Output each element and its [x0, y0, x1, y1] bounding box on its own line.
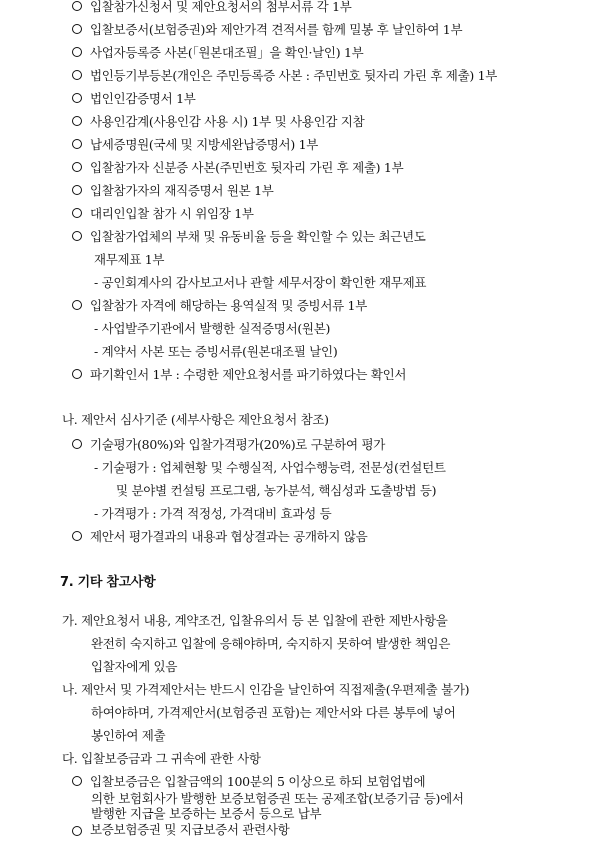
paragraph-line: 다. 입찰보증금과 그 귀속에 관한 사항 — [62, 751, 261, 766]
bullet-icon — [72, 93, 82, 103]
list-item: 제안서 평가결과의 내용과 협상결과는 공개하지 않음 — [90, 529, 368, 544]
list-item: 납세증명원(국세 및 지방세완납증명서) 1부 — [90, 137, 319, 152]
list-item: 입찰참가자 신분증 사본(주민번호 뒷자리 가린 후 제출) 1부 — [90, 160, 404, 175]
list-item-continuation: 발행한 지급을 보증하는 보증서 등으로 납부 — [91, 806, 322, 821]
list-item: 법인등기부등본(개인은 주민등록증 사본 : 주민번호 뒷자리 가린 후 제출) 1부 — [90, 68, 498, 83]
section-title: 나. 제안서 심사기준 (세부사항은 제안요청서 참조) — [62, 412, 329, 427]
list-item: 입찰보증서(보험증권)와 제안가격 견적서를 함께 밀봉 후 날인하여 1부 — [90, 22, 463, 37]
bullet-icon — [72, 116, 82, 126]
bullet-icon — [72, 776, 82, 786]
list-item: 보증보험증권 및 지급보증서 관련사항 — [90, 822, 290, 837]
paragraph-line: 입찰자에게 있음 — [91, 659, 178, 674]
list-item: 파기확인서 1부 : 수령한 제안요청서를 파기하였다는 확인서 — [90, 367, 407, 382]
sub-item: - 사업발주기관에서 발행한 실적증명서(원본) — [94, 321, 331, 336]
bullet-icon — [72, 139, 82, 149]
bullet-icon — [72, 231, 82, 241]
paragraph-line: 완전히 숙지하고 입찰에 응해야하며, 숙지하지 못하여 발생한 책임은 — [91, 636, 451, 651]
paragraph-line: 가. 제안요청서 내용, 계약조건, 입찰유의서 등 본 입찰에 관한 제반사항을 — [62, 613, 448, 628]
sub-item: - 가격평가 : 가격 적정성, 가격대비 효과성 등 — [94, 506, 332, 521]
bullet-icon — [72, 531, 82, 541]
list-item: 대리인입찰 참가 시 위임장 1부 — [90, 206, 254, 221]
bullet-icon — [72, 185, 82, 195]
paragraph-line: 하여야하며, 가격제안서(보험증권 포함)는 제안서와 다른 봉투에 넣어 — [91, 705, 456, 720]
list-item: 사업자등록증 사본(「원본대조필」을 확인·날인) 1부 — [90, 45, 364, 60]
bullet-icon — [72, 208, 82, 218]
list-item: 기술평가(80%)와 입찰가격평가(20%)로 구분하여 평가 — [90, 437, 386, 452]
list-item: 법인인감증명서 1부 — [90, 91, 196, 106]
sub-item-continuation: 및 분야별 컨설팅 프로그램, 농가분석, 핵심성과 도출방법 등) — [116, 483, 437, 498]
bullet-icon — [72, 1, 82, 11]
sub-item: - 기술평가 : 업체현황 및 수행실적, 사업수행능력, 전문성(컨설턴트 — [94, 460, 446, 475]
list-item: 사용인감계(사용인감 사용 시) 1부 및 사용인감 지참 — [90, 114, 365, 129]
bullet-icon — [72, 70, 82, 80]
bullet-icon — [72, 369, 82, 379]
bullet-icon — [72, 24, 82, 34]
bullet-icon — [72, 47, 82, 57]
sub-item: - 공인회계사의 감사보고서나 관할 세무서장이 확인한 재무제표 — [94, 275, 427, 290]
list-item: 입찰참가 자격에 해당하는 용역실적 및 증빙서류 1부 — [90, 298, 367, 313]
list-item-continuation: 의한 보험회사가 발행한 보증보험증권 또는 공제조합(보증기금 등)에서 — [91, 791, 464, 806]
list-item: 입찰참가자의 재직증명서 원본 1부 — [90, 183, 274, 198]
list-item: 입찰보증금은 입찰금액의 100분의 5 이상으로 하되 보험업법에 — [90, 774, 426, 789]
list-item-continuation: 재무제표 1부 — [94, 252, 165, 267]
sub-item: - 계약서 사본 또는 증빙서류(원본대조필 날인) — [94, 344, 338, 359]
paragraph-line: 봉인하여 제출 — [91, 728, 166, 743]
section-heading: 7. 기타 참고사항 — [60, 575, 156, 590]
list-item: 입찰참가신청서 및 제안요청서의 첨부서류 각 1부 — [90, 0, 352, 14]
bullet-icon — [72, 162, 82, 172]
bullet-icon — [72, 439, 82, 449]
bullet-icon — [72, 300, 82, 310]
paragraph-line: 나. 제안서 및 가격제안서는 반드시 인감을 날인하여 직접제출(우편제출 불가) — [62, 682, 470, 697]
bullet-icon — [72, 826, 82, 836]
list-item: 입찰참가업체의 부채 및 유동비율 등을 확인할 수 있는 최근년도 — [90, 229, 426, 244]
